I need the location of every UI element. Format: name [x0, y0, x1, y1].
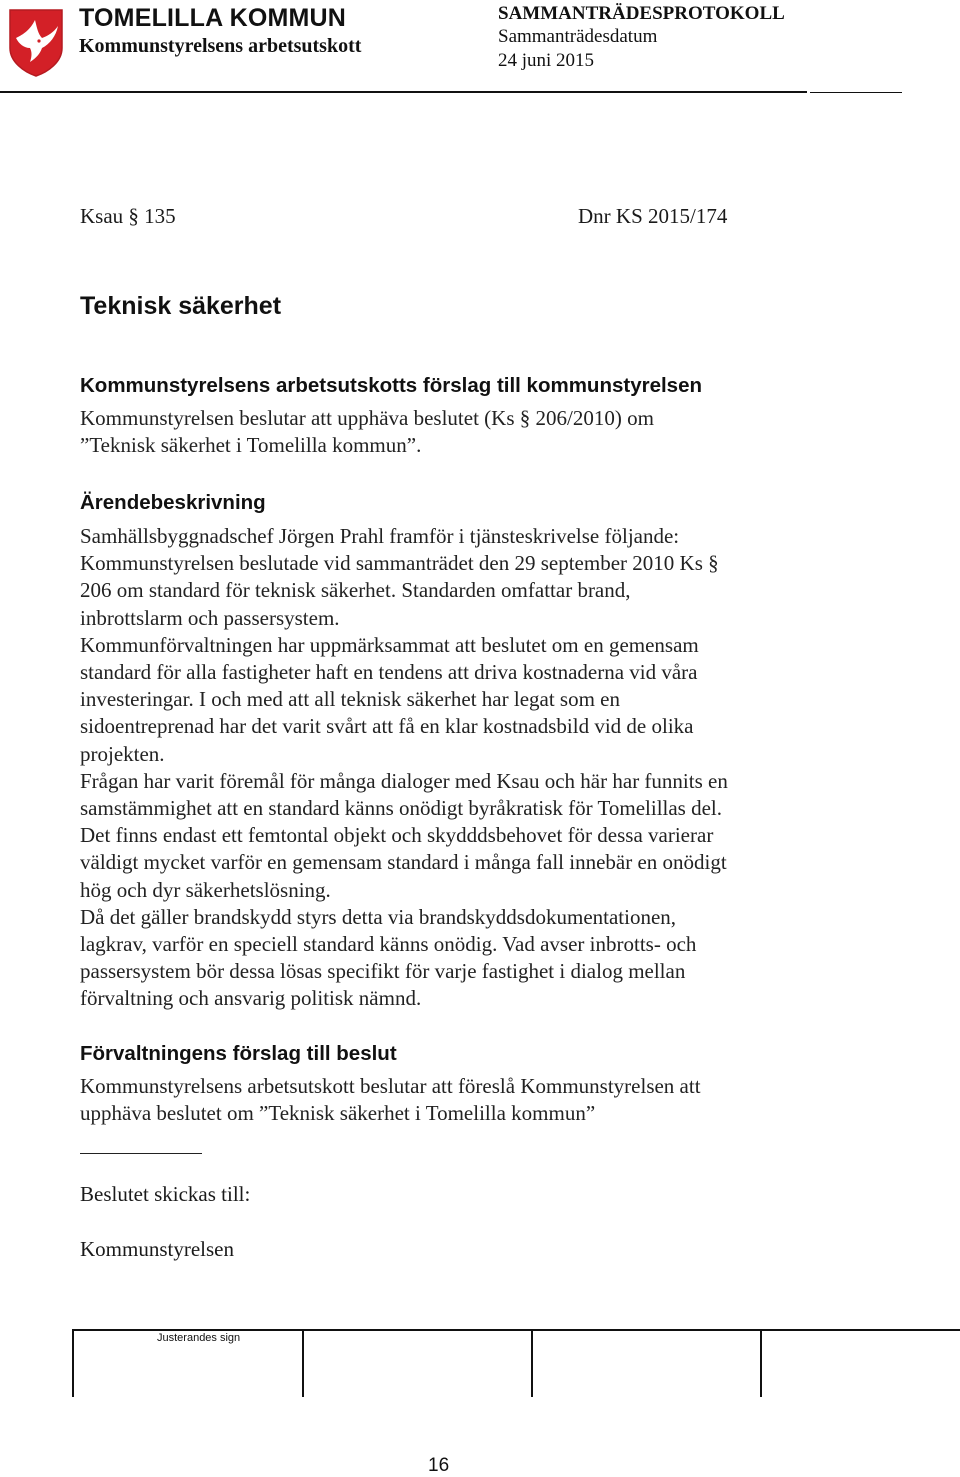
- text-line: Kommunförvaltningen har uppmärksammat att beslutet om en gemensam: [80, 632, 699, 657]
- meeting-date-label: Sammanträdesdatum: [498, 26, 658, 47]
- text-line: lagkrav, varför en speciell standard känns onödig. Vad avser inbrotts- och: [80, 932, 697, 957]
- text-line: väldigt mycket varför en gemensam standard i många fall innebär en onödigt: [80, 850, 727, 875]
- text-line: hög och dyr säkerhetslösning.: [80, 877, 331, 902]
- header-divider: [0, 91, 807, 93]
- text-line: standard för alla fastigheter haft en tendens att driva kostnaderna vid våra: [80, 660, 698, 685]
- text-line: förvaltning och ansvarig politisk nämnd.: [80, 986, 422, 1011]
- text-line: investeringar. I och med att all teknisk säkerhet har legat som en: [80, 687, 620, 712]
- signature-cell-border: [72, 1329, 74, 1397]
- signature-cell-border: [302, 1329, 304, 1397]
- distribution-recipient: Kommunstyrelsen: [80, 1237, 234, 1261]
- text-line: Frågan har varit föremål för många dialoger med Ksau och här har funnits en: [80, 768, 728, 793]
- municipality-logo: [8, 8, 64, 78]
- text-line: Det finns endast ett femtontal objekt och skydddsbehovet för dessa varierar: [80, 823, 714, 848]
- text-line: Samhällsbyggnadschef Jörgen Prahl framför i tjänsteskrivelse följande:: [80, 524, 680, 548]
- text-line: passersystem bör dessa lösas specifikt för varje fastighet i dialog mellan: [80, 959, 686, 984]
- distribution-label: Beslutet skickas till:: [80, 1182, 251, 1206]
- text-line: Kommunstyrelsen beslutar att upphäva beslutet (Ks § 206/2010) om: [80, 406, 654, 430]
- text-line: Då det gäller brandskydd styrs detta via brandskyddsdokumentationen,: [80, 904, 677, 929]
- admin-proposal-heading: Förvaltningens förslag till beslut: [80, 1042, 397, 1065]
- committee-name: Kommunstyrelsens arbetsutskott: [79, 35, 362, 57]
- signature-table-top-border: [72, 1329, 960, 1331]
- text-line: inbrottslarm och passersystem.: [80, 605, 340, 630]
- text-line: sidoentreprenad har det varit svårt att få en klar kostnadsbild vid de olika: [80, 714, 694, 739]
- text-line: upphäva beslutet om ”Teknisk säkerhet i Tomelilla kommun”: [80, 1101, 596, 1126]
- page-number: 16: [428, 1455, 450, 1476]
- proposal-text: [80, 405, 654, 459]
- signature-label: Justerandes sign: [157, 1332, 241, 1344]
- organization-name: TOMELILLA KOMMUN: [79, 4, 347, 32]
- proposal-heading: Kommunstyrelsens arbetsutskotts förslag till kommunstyrelsen: [80, 374, 703, 397]
- admin-proposal-text: [80, 1073, 701, 1127]
- paragraph-reference: Ksau § 135: [80, 204, 176, 228]
- text-line: Kommunstyrelsen beslutade vid sammanträdet den 29 september 2010 Ks §: [80, 551, 719, 576]
- section-rule: [80, 1153, 202, 1154]
- header-divider-right: [810, 92, 902, 93]
- description-text: [80, 523, 728, 1013]
- text-line: samstämmighet att en standard känns onödigt byråkratisk för Tomelillas del.: [80, 796, 723, 821]
- page-title: Teknisk säkerhet: [80, 292, 282, 320]
- signature-cell-border: [531, 1329, 533, 1397]
- text-line: 206 om standard för teknisk säkerhet. Standarden omfattar brand,: [80, 578, 631, 603]
- case-number: Dnr KS 2015/174: [578, 204, 728, 228]
- text-line: Kommunstyrelsens arbetsutskott beslutar att föreslå Kommunstyrelsen att: [80, 1074, 701, 1098]
- meeting-date-value: 24 juni 2015: [498, 50, 595, 71]
- text-line: ”Teknisk säkerhet i Tomelilla kommun”.: [80, 433, 422, 458]
- signature-cell-border: [760, 1329, 762, 1397]
- text-line: projekten.: [80, 741, 165, 766]
- description-heading: Ärendebeskrivning: [80, 491, 266, 514]
- document-type: SAMMANTRÄDESPROTOKOLL: [498, 3, 785, 24]
